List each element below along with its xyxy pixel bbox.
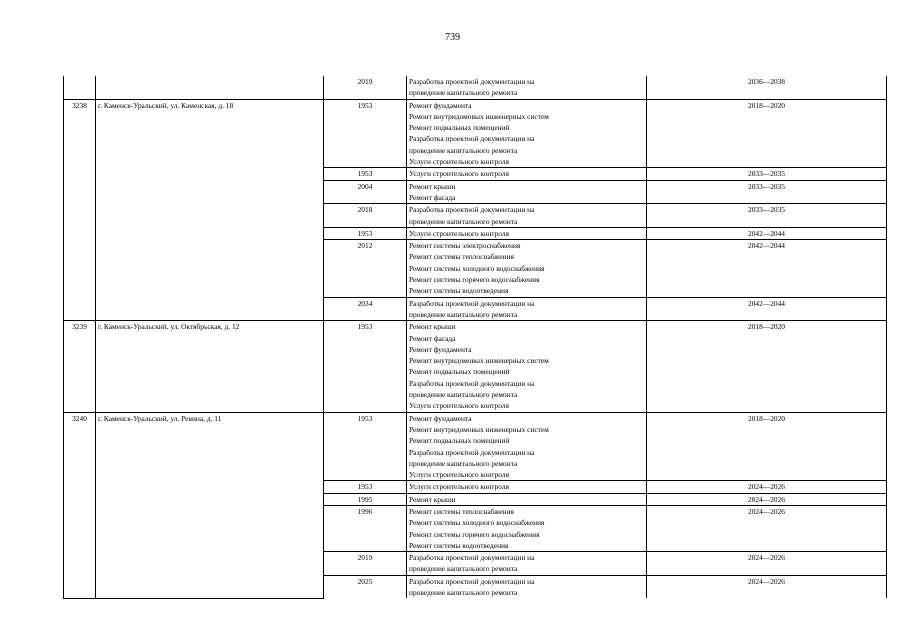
year-cell: 2025 bbox=[324, 575, 407, 598]
work-item: Услуги строительного контроля bbox=[409, 470, 509, 480]
work-types-cell bbox=[407, 321, 647, 412]
year-cell: 2004 bbox=[324, 180, 407, 204]
work-item: Разработка проектной документации на bbox=[409, 447, 535, 457]
work-item: Разработка проектной документации на bbox=[409, 298, 535, 308]
work-item: Ремонт внутридомовых инженерных систем bbox=[409, 424, 549, 434]
work-item: проведение капитального ремонта bbox=[409, 390, 518, 400]
period-cell: 2024—2026 bbox=[647, 505, 887, 551]
address-cell: г. Каменск-Уральский, ул. Каменская, д. 18 bbox=[96, 99, 324, 321]
work-item: проведение капитального ремонта bbox=[409, 88, 518, 98]
year-cell: 1953 bbox=[324, 412, 407, 481]
work-item: проведение капитального ремонта bbox=[409, 145, 518, 155]
work-types-cell bbox=[407, 99, 647, 168]
address-cell: г. Каменск-Уральский, ул. Октябрьская, д. 12 bbox=[96, 321, 324, 412]
table-body bbox=[64, 76, 887, 598]
year-cell: 2019 bbox=[324, 552, 407, 576]
work-types-cell bbox=[407, 505, 647, 551]
year-cell: 2034 bbox=[324, 297, 407, 321]
table-row bbox=[64, 412, 887, 481]
work-item: Ремонт системы горячего водоснабжения bbox=[409, 529, 540, 539]
period-cell: 2033—2035 bbox=[647, 180, 887, 204]
period-cell: 2036—2038 bbox=[647, 76, 887, 99]
year-cell: 1953 bbox=[324, 227, 407, 239]
work-item: Разработка проектной документации на bbox=[409, 134, 535, 144]
work-types-cell bbox=[407, 168, 647, 180]
work-types-cell bbox=[407, 76, 647, 99]
period-cell: 2042—2044 bbox=[647, 297, 887, 321]
object-number-cell: 3238 bbox=[64, 99, 96, 321]
work-item: Ремонт фундамента bbox=[409, 344, 472, 354]
work-item: Ремонт подвальных помещений bbox=[409, 367, 510, 377]
work-item: Ремонт крыши bbox=[409, 322, 456, 332]
work-types-cell bbox=[407, 204, 647, 228]
repair-schedule-table bbox=[63, 76, 887, 599]
work-types-cell bbox=[407, 297, 647, 321]
work-types-cell bbox=[407, 412, 647, 481]
period-cell: 2024—2026 bbox=[647, 575, 887, 598]
table-row bbox=[64, 99, 887, 168]
work-types-cell bbox=[407, 481, 647, 493]
period-cell: 2024—2026 bbox=[647, 481, 887, 493]
period-cell: 2042—2044 bbox=[647, 240, 887, 297]
object-number-cell: 3239 bbox=[64, 321, 96, 412]
object-number-cell: 3240 bbox=[64, 412, 96, 598]
period-cell: 2018—2020 bbox=[647, 99, 887, 168]
period-cell: 2024—2026 bbox=[647, 493, 887, 505]
year-cell: 2012 bbox=[324, 240, 407, 297]
period-cell: 2033—2035 bbox=[647, 204, 887, 228]
period-cell: 2024—2026 bbox=[647, 552, 887, 576]
work-item: Разработка проектной документации на bbox=[409, 553, 535, 563]
work-item: Ремонт системы теплоснабжения bbox=[409, 506, 514, 516]
table-row bbox=[64, 76, 887, 99]
period-cell: 2018—2020 bbox=[647, 321, 887, 412]
work-item: Ремонт крыши bbox=[409, 181, 456, 191]
work-item: Ремонт системы горячего водоснабжения bbox=[409, 275, 540, 285]
work-item: проведение капитального ремонта bbox=[409, 458, 518, 468]
work-item: Ремонт крыши bbox=[409, 494, 456, 504]
period-cell: 2033—2035 bbox=[647, 168, 887, 180]
work-item: Ремонт фасада bbox=[409, 192, 456, 202]
work-item: Ремонт подвальных помещений bbox=[409, 123, 510, 133]
year-cell: 1996 bbox=[324, 505, 407, 551]
work-item: проведение капитального ремонта bbox=[409, 309, 518, 319]
work-item: Ремонт системы холодного водоснабжения bbox=[409, 518, 545, 528]
work-item: проведение капитального ремонта bbox=[409, 564, 518, 574]
work-item: Ремонт фундамента bbox=[409, 100, 472, 110]
work-item: Ремонт фундамента bbox=[409, 413, 472, 423]
year-cell: 1953 bbox=[324, 99, 407, 168]
work-item: Услуги строительного контроля bbox=[409, 169, 509, 179]
work-item: Ремонт подвальных помещений bbox=[409, 436, 510, 446]
work-item: Ремонт внутридомовых инженерных систем bbox=[409, 356, 549, 366]
work-types-cell bbox=[407, 552, 647, 576]
work-types-cell bbox=[407, 493, 647, 505]
work-types-cell bbox=[407, 227, 647, 239]
work-item: Ремонт фасада bbox=[409, 333, 456, 343]
address-cell bbox=[96, 76, 324, 99]
period-cell: 2018—2020 bbox=[647, 412, 887, 481]
page-number: 739 bbox=[445, 32, 460, 43]
address-cell: г. Каменск-Уральский, ул. Ревина, д. 11 bbox=[96, 412, 324, 598]
work-item: Ремонт системы электроснабжения bbox=[409, 241, 521, 251]
work-types-cell bbox=[407, 180, 647, 204]
work-item: Ремонт системы водоотведения bbox=[409, 540, 509, 550]
year-cell: 2018 bbox=[324, 204, 407, 228]
object-number-cell bbox=[64, 76, 96, 99]
work-item: Услуги строительного контроля bbox=[409, 228, 509, 238]
year-cell: 2019 bbox=[324, 76, 407, 99]
work-item: Услуги строительного контроля bbox=[409, 401, 509, 411]
table-row bbox=[64, 321, 887, 412]
year-cell: 1953 bbox=[324, 481, 407, 493]
period-cell: 2042—2044 bbox=[647, 227, 887, 239]
year-cell: 1953 bbox=[324, 321, 407, 412]
work-item: Ремонт системы водоотведения bbox=[409, 286, 509, 296]
work-item: Услуги строительного контроля bbox=[409, 157, 509, 167]
work-item: проведение капитального ремонта bbox=[409, 216, 518, 226]
work-item: Услуги строительного контроля bbox=[409, 482, 509, 492]
work-types-cell bbox=[407, 240, 647, 297]
work-item: Ремонт системы холодного водоснабжения bbox=[409, 263, 545, 273]
work-item: Разработка проектной документации на bbox=[409, 576, 535, 586]
work-item: Разработка проектной документации на bbox=[409, 378, 535, 388]
work-item: Разработка проектной документации на bbox=[409, 205, 535, 215]
work-item: проведение капитального ремонта bbox=[409, 588, 518, 598]
work-item: Ремонт внутридомовых инженерных систем bbox=[409, 111, 549, 121]
work-types-cell bbox=[407, 575, 647, 598]
work-item: Ремонт системы теплоснабжения bbox=[409, 252, 514, 262]
work-item: Разработка проектной документации на bbox=[409, 77, 535, 86]
year-cell: 1953 bbox=[324, 168, 407, 180]
year-cell: 1995 bbox=[324, 493, 407, 505]
